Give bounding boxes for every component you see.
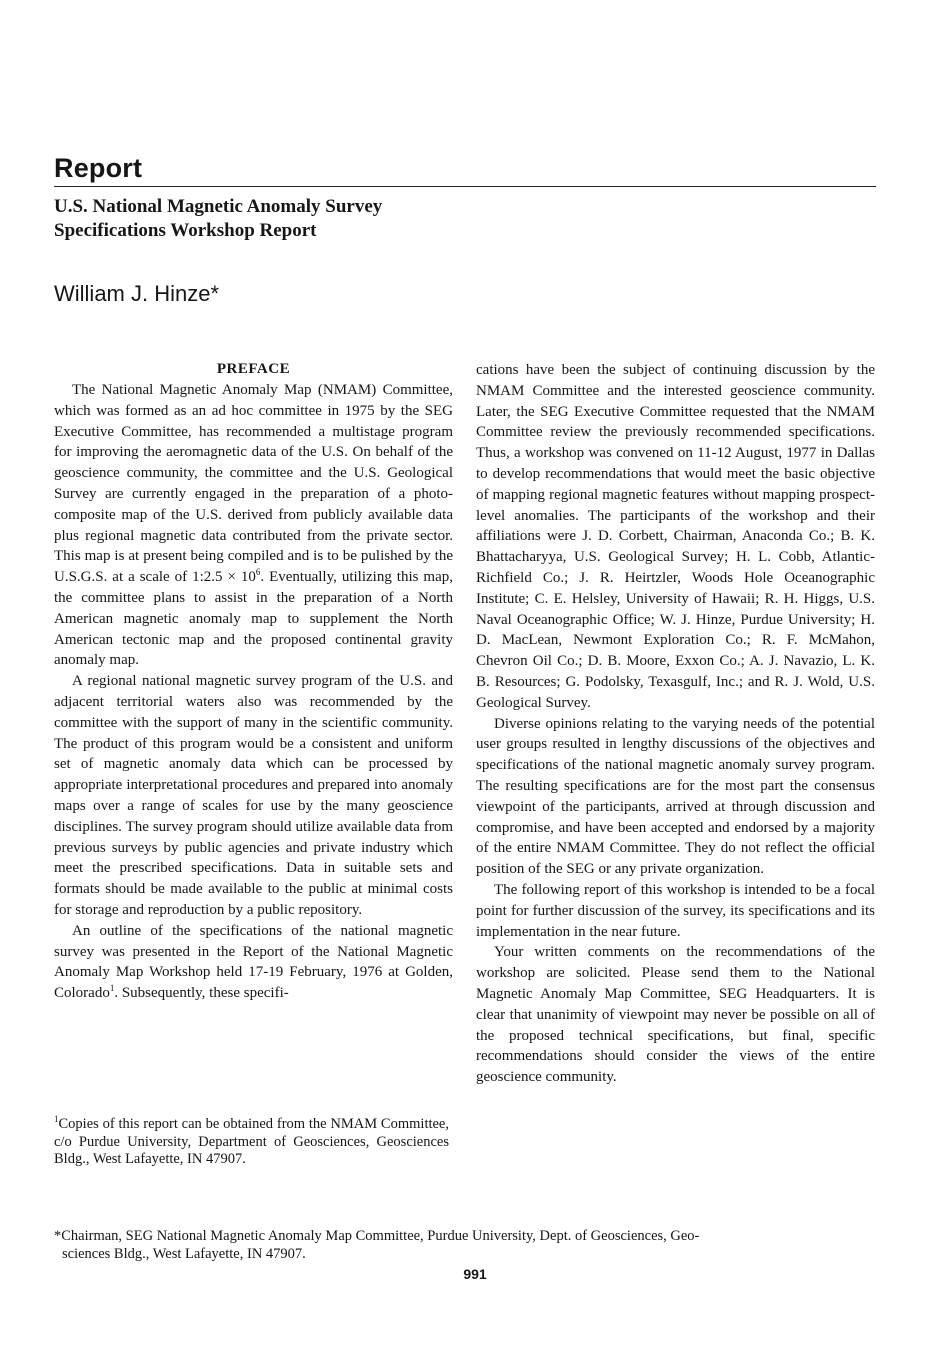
right-column: [476, 360, 875, 1088]
paragraph: [54, 921, 453, 1004]
author-footnote: [54, 1228, 876, 1263]
footnote-1: [54, 1116, 449, 1169]
footnote-ref: 1: [109, 983, 115, 994]
paragraph-text: An outline of the specifications of the national magnetic survey was presented in the Report of the National Magnetic Anomaly Map Workshop held 17-19 February, 1976 at Golden, Colorado: [54, 922, 453, 1002]
paragraph: cations have been the subject of continuing discussion by the NMAM Committee and the interested geoscience community. Later, the SEG Executive Committee requested that the NMAM Committee review the previously recommended specifications. Thus, a workshop was convened on 11-12 August, 1977 in Dallas to develop recommendations that would meet the basic objective of mapping regional magnetic features without mapping prospect-level anomalies. The participants of the workshop and their affiliations were J. D. Corbett, Chairman, Anaconda Co.; B. K. Bhattacharyya, U.S. Geological Survey; H. L. Cobb, Atlantic-Richfield Co.; J. R. Heirtzler, Woods Hole Oceanographic Institute; C. E. Helsley, University of Hawaii; R. H. Higgs, U.S. Naval Oceanographic Office; W. J. Hinze, Purdue University; H. D. MacLean, Newmont Exploration Co.; R. F. McMahon, Chevron Oil Co.; D. B. Moore, Exxon Co.; A. J. Navazio, L. K. B. Resources; G. Podolsky, Texasgulf, Inc.; and R. J. Wold, U.S. Geological Survey.: [476, 362, 875, 711]
author-footnote-line-1: *Chairman, SEG National Magnetic Anomaly Map Committee, Purdue University, Dept. of Geosciences, Geo-: [54, 1228, 700, 1244]
article-title: [54, 195, 654, 243]
header-rule: [54, 186, 876, 187]
superscript: 6: [255, 567, 261, 578]
footnote-mark: 1: [54, 1114, 59, 1125]
paragraph: Your written comments on the recommendations of the workshop are solicited. Please send them to the National Magnetic Anomaly Map Committee, SEG Headquarters. It is clear that unanimity of viewpoint may never be possible on all of the proposed technical specifications, but final, specific recommendations should consider the views of the entire geoscience community.: [476, 944, 875, 1086]
paragraph-text: . Eventually, utilizing this map, the committee plans to assist in the preparation of a North American magnetic anomaly map to supplement the North American tectonic map and the proposed continental gravity anomaly map.: [54, 569, 453, 669]
article-title-line-2: Specifications Workshop Report: [54, 220, 317, 241]
left-column: [54, 358, 453, 1004]
page-number: 991: [463, 1266, 487, 1282]
footnote-text: Copies of this report can be obtained from the NMAM Committee, c/o Purdue University, Department of Geosciences, Geosciences Bldg., West Lafayette, IN 47907.: [54, 1116, 449, 1167]
author-footnote-line-2: sciences Bldg., West Lafayette, IN 47907.: [62, 1245, 306, 1262]
paragraph-text: The National Magnetic Anomaly Map (NMAM) Committee, which was formed as an ad hoc committee in 1975 by the SEG Executive Committee, has recommended a multistage program for improving the aeromagnetic data of the U.S. On behalf of the geoscience community, the committee and the U.S. Geological Survey are currently engaged in the preparation of a photo-composite map of the U.S. derived from publicly available data plus regional magnetic data contributed from the private sector. This map is at present being compiled and is to be pulished by the U.S.G.S. at a scale of 1:2.5 × 10: [54, 382, 453, 586]
article-title-line-1: U.S. National Magnetic Anomaly Survey: [54, 196, 383, 217]
paragraph: The following report of this workshop is intended to be a focal point for further discussion of the survey, its specifications and its implementation in the near future.: [476, 881, 875, 940]
paragraph: [54, 380, 453, 671]
paragraph: Diverse opinions relating to the varying needs of the potential user groups resulted in lengthy discussions of the objectives and specifications of the national magnetic anomaly survey program. The resulting specifications are for the most part the consensus viewpoint of the participants, arrived at through discussion and compromise, and have been accepted and endorsed by a majority of the entire NMAM Committee. They do not reflect the official position of the SEG or any private organization.: [476, 715, 875, 878]
section-label: Report: [54, 153, 143, 183]
paragraph-text: . Subsequently, these specifi-: [114, 985, 289, 1002]
author-name: William J. Hinze*: [54, 281, 220, 306]
preface-heading: PREFACE: [216, 361, 291, 377]
paragraph: A regional national magnetic survey program of the U.S. and adjacent territorial waters also was recommended by the committee with the support of many in the scientific community. The product of this program would be a consistent and uniform set of magnetic anomaly data which can be processed by appropriate interpretational procedures and prepared into anomaly maps over a range of scales for use by the many geoscience disciplines. The survey program should utilize available data from previous surveys by public agencies and private industry which meet the prescribed specifications. Data in suitable sets and formats should be made available to the public at minimal costs for storage and reproduction by a public repository.: [54, 673, 453, 918]
